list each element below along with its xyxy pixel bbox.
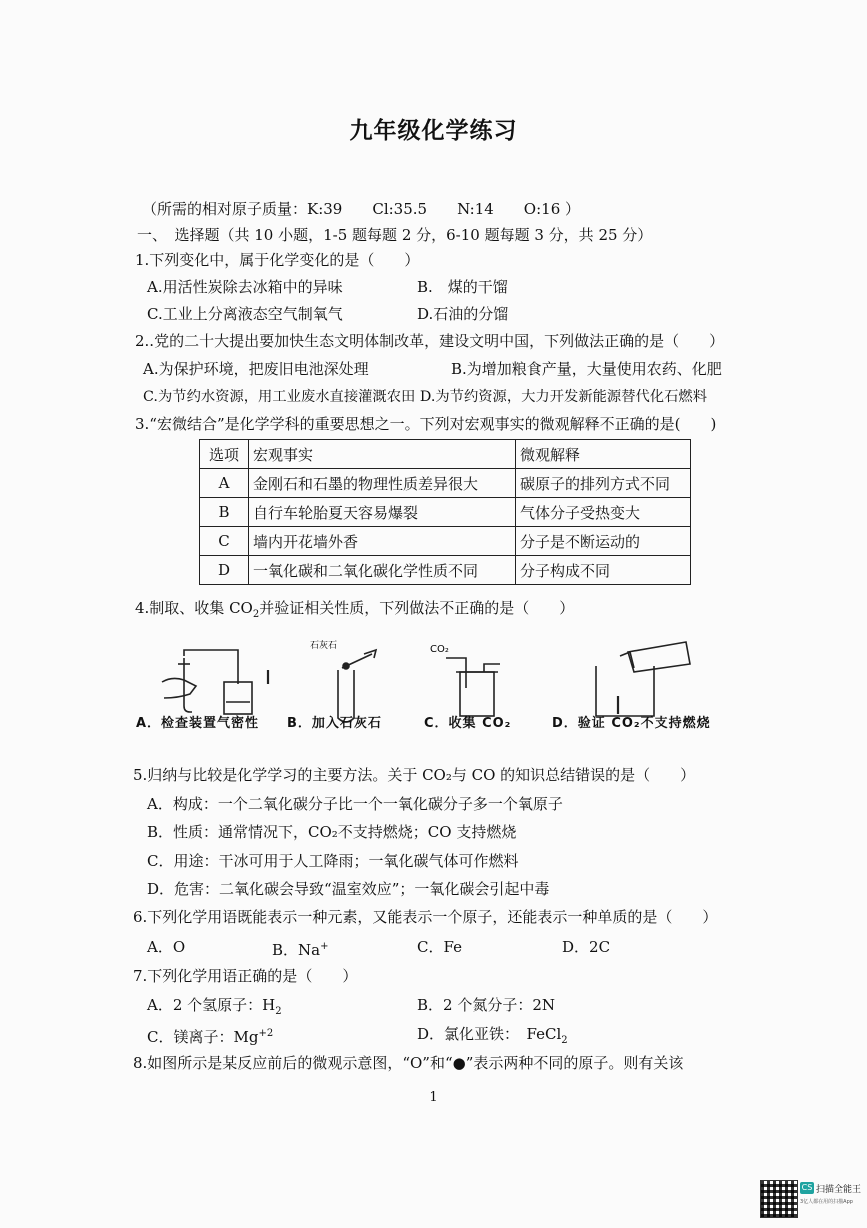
apparatus-caption-b: B．加入石灰石 — [287, 716, 382, 731]
question-7-option-d — [417, 1024, 568, 1051]
question-1-stem: 1.下列变化中，属于化学变化的是（ ） — [135, 251, 420, 269]
table-header-cell: 宏观事实 — [249, 440, 516, 469]
question-3-table — [199, 439, 691, 585]
table-cell: A — [200, 469, 249, 498]
table-cell: C — [200, 527, 249, 556]
table-cell: 自行车轮胎夏天容易爆裂 — [249, 498, 516, 527]
table-cell: 碳原子的排列方式不同 — [516, 469, 691, 498]
scanner-watermark — [760, 1180, 862, 1222]
question-5-option-d: D．危害：二氧化碳会导致“温室效应”；一氧化碳会引起中毒 — [147, 880, 550, 898]
table-header-cell: 微观解释 — [516, 440, 691, 469]
table-cell: 分子是不断运动的 — [516, 527, 691, 556]
airtightness-check-apparatus — [162, 650, 268, 714]
qr-code-icon — [760, 1180, 798, 1218]
question-6-stem: 6.下列化学用语既能表示一种元素，又能表示一个原子，还能表示一种单质的是（ ） — [133, 908, 718, 926]
scanner-brand: 扫描全能王 — [816, 1185, 862, 1195]
table-cell: 金刚石和石墨的物理性质差异很大 — [249, 469, 516, 498]
table-cell: 气体分子受热变大 — [516, 498, 691, 527]
question-8-stem: 8.如图所示是某反应前后的微观示意图，“O”和“●”表示两种不同的原子。则有关该 — [133, 1054, 684, 1072]
question-5-stem: 5.归纳与比较是化学学习的主要方法。关于 CO₂与 CO 的知识总结错误的是（ ） — [133, 766, 696, 784]
question-2-option-b: B.为增加粮食产量，大量使用农药、化肥 — [451, 360, 722, 378]
apparatus-caption-c: C．收集 CO₂ — [424, 716, 512, 731]
question-1-option-c: C.工业上分离液态空气制氧气 — [147, 305, 343, 323]
page-title: 九年级化学练习 — [349, 117, 518, 144]
question-2-option-cd: C.为节约水资源，用工业废水直接灌溉农田 D.为节约资源，大力开发新能源替代化石燃料 — [143, 389, 707, 405]
question-2-stem: 2..党的二十大提出要加快生态文明体制改革，建设文明中国，下列做法正确的是（ ） — [135, 332, 725, 350]
question-6-option-c: C．Fe — [417, 938, 462, 956]
camscanner-logo-icon: CS — [801, 1183, 813, 1192]
co2-no-combustion-apparatus — [596, 642, 690, 716]
section-heading: 一、 选择题（共 10 小题，1-5 题每题 2 分，6-10 题每题 3 分，共 25 分） — [137, 226, 653, 244]
table-row — [200, 469, 691, 498]
superscript: +2 — [258, 1028, 274, 1039]
table-header-row — [200, 440, 691, 469]
stem-text: 4.制取、收集 CO — [135, 599, 253, 617]
question-4-stem — [135, 598, 574, 625]
subscript: 2 — [275, 1006, 282, 1017]
apparatus-caption-d: D．验证 CO₂不支持燃烧 — [552, 716, 711, 731]
atomic-masses: （所需的相对原子质量：K:39 Cl:35.5 N:14 O:16 ） — [142, 200, 581, 218]
question-7-stem: 7.下列化学用语正确的是（ ） — [133, 967, 358, 985]
question-5-option-b: B．性质：通常情况下，CO₂不支持燃烧；CO 支持燃烧 — [147, 823, 517, 841]
question-1-option-d: D.石油的分馏 — [417, 305, 509, 323]
page-number: 1 — [429, 1090, 438, 1105]
question-7-option-a — [147, 995, 282, 1022]
table-cell: D — [200, 556, 249, 585]
question-6-option-d: D．2C — [562, 938, 611, 956]
question-1-option-a: A.用活性炭除去冰箱中的异味 — [147, 278, 343, 296]
collect-co2-apparatus — [446, 658, 500, 716]
apparatus-caption-a: A．检查装置气密性 — [136, 716, 260, 731]
option-text: D．氯化亚铁： FeCl — [417, 1025, 562, 1043]
table-row — [200, 498, 691, 527]
co2-label: CO₂ — [430, 644, 449, 655]
question-5-option-c: C．用途：干冰可用于人工降雨；一氧化碳气体可作燃料 — [147, 852, 519, 870]
question-6-option-b — [272, 937, 328, 960]
table-cell: B — [200, 498, 249, 527]
superscript: + — [320, 941, 329, 952]
table-cell: 一氧化碳和二氧化碳化学性质不同 — [249, 556, 516, 585]
option-text: A．2 个氢原子：H — [147, 996, 276, 1014]
question-5-option-a: A．构成：一个二氧化碳分子比一个一氧化碳分子多一个氧原子 — [147, 795, 563, 813]
table-row — [200, 527, 691, 556]
question-2-option-a: A.为保护环境，把废旧电池深处理 — [143, 360, 369, 378]
limestone-label: 石灰石 — [310, 641, 338, 651]
subscript: 2 — [561, 1035, 568, 1046]
table-cell: 墙内开花墙外香 — [249, 527, 516, 556]
question-7-option-c — [147, 1024, 273, 1047]
stem-text: 并验证相关性质，下列做法不正确的是（ ） — [259, 599, 575, 617]
option-text: B．Na — [272, 941, 321, 959]
question-6-option-a: A．O — [147, 938, 186, 956]
subscript: 2 — [252, 609, 260, 620]
question-7-option-b: B．2 个氮分子：2N — [417, 996, 556, 1014]
table-header-cell: 选项 — [200, 440, 249, 469]
question-3-stem: 3.“宏微结合”是化学学科的重要思想之一。下列对宏观事实的微观解释不正确的是( ) — [135, 415, 717, 433]
question-1-option-b: B. 煤的干馏 — [417, 278, 508, 296]
scanner-tagline: 3亿人都在用的扫描App — [800, 1199, 853, 1205]
option-text: C．镁离子：Mg — [147, 1028, 259, 1046]
table-cell: 分子构成不同 — [516, 556, 691, 585]
table-row — [200, 556, 691, 585]
